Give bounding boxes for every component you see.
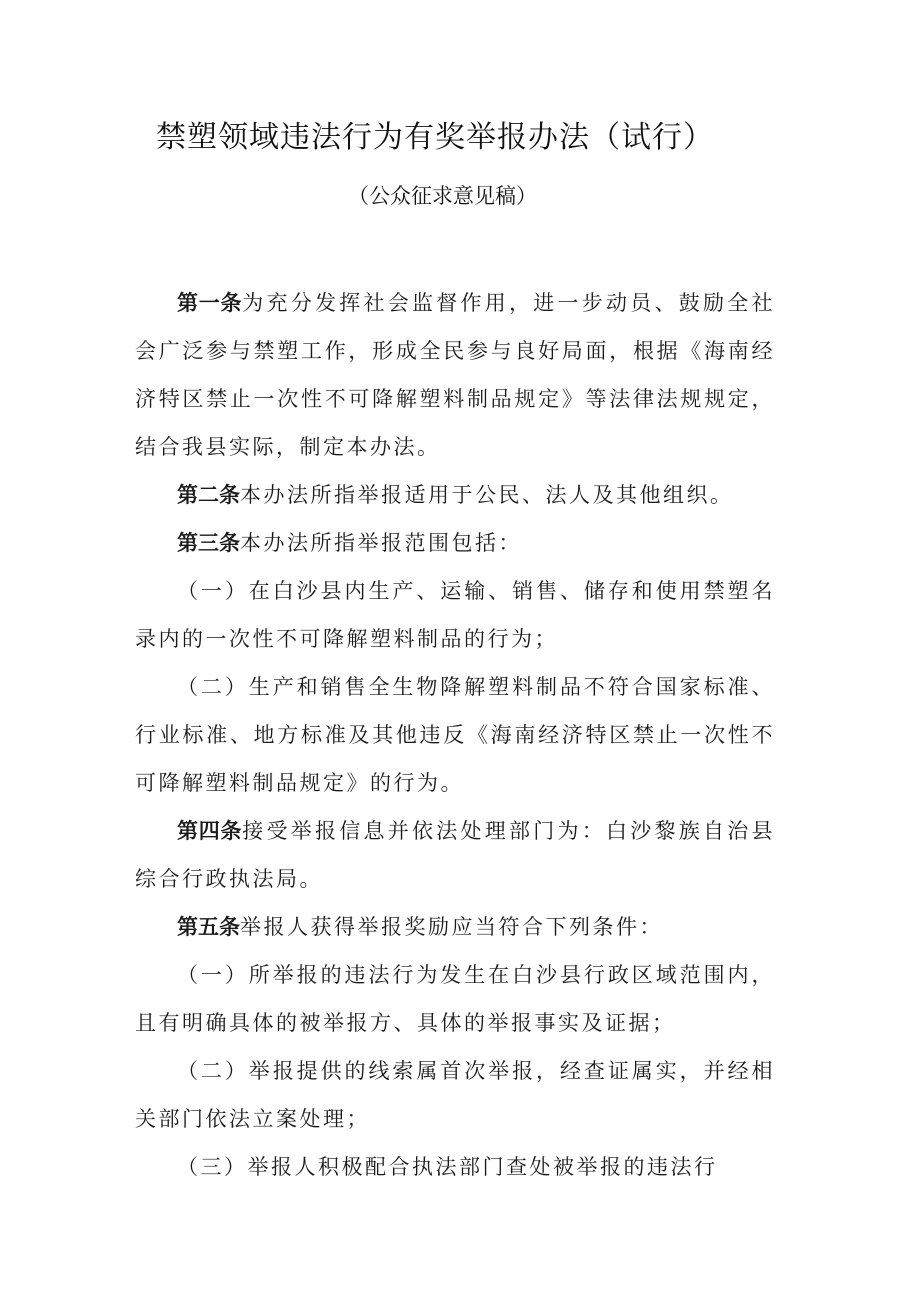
- article-3: [135, 519, 775, 567]
- article-lead: 第二条: [177, 483, 240, 507]
- item-text: （二）举报提供的线索属首次举报，经查证属实，并经相关部门依法立案处理；: [135, 1059, 775, 1131]
- article-lead: 第一条: [177, 291, 243, 315]
- article-5-item-2: [135, 1047, 775, 1143]
- article-text: 本办法所指举报适用于公民、法人及其他组织。: [240, 483, 734, 507]
- article-lead: 第四条: [177, 819, 243, 843]
- item-text: （二）生产和销售全生物降解塑料制品不符合国家标准、行业标准、地方标准及其他违反《海南经济特区禁止一次性不可降解塑料制品规定》的行为。: [135, 675, 775, 795]
- document-body: [135, 279, 775, 1191]
- article-5-item-3: [135, 1143, 775, 1191]
- document-title: 禁塑领域违法行为有奖举报办法（试行）: [156, 120, 714, 155]
- document-subtitle: （公众征求意见稿）: [348, 184, 537, 208]
- article-text: 举报人获得举报奖励应当符合下列条件：: [240, 915, 663, 939]
- article-lead: 第五条: [177, 915, 240, 939]
- article-3-item-1: [135, 567, 775, 663]
- article-text: 为充分发挥社会监督作用，进一步动员、鼓励全社会广泛参与禁塑工作，形成全民参与良好局面，根据《海南经济特区禁止一次性不可降解塑料制品规定》等法律法规规定，结合我县实际，制定本办法。: [135, 291, 775, 459]
- item-text: （一）所举报的违法行为发生在白沙县行政区域范围内，且有明确具体的被举报方、具体的举报事实及证据；: [135, 963, 775, 1035]
- item-text: （一）在白沙县内生产、运输、销售、储存和使用禁塑名录内的一次性不可降解塑料制品的行为；: [135, 579, 775, 651]
- article-2: [135, 471, 775, 519]
- article-text: 接受举报信息并依法处理部门为：白沙黎族自治县综合行政执法局。: [135, 819, 775, 891]
- article-5: [135, 903, 775, 951]
- article-4: [135, 807, 775, 903]
- article-1: [135, 279, 775, 471]
- article-lead: 第三条: [177, 531, 240, 555]
- item-text: （三）举报人积极配合执法部门查处被举报的违法行: [177, 1155, 718, 1179]
- article-3-item-2: [135, 663, 775, 807]
- article-text: 本办法所指举报范围包括：: [240, 531, 522, 555]
- article-5-item-1: [135, 951, 775, 1047]
